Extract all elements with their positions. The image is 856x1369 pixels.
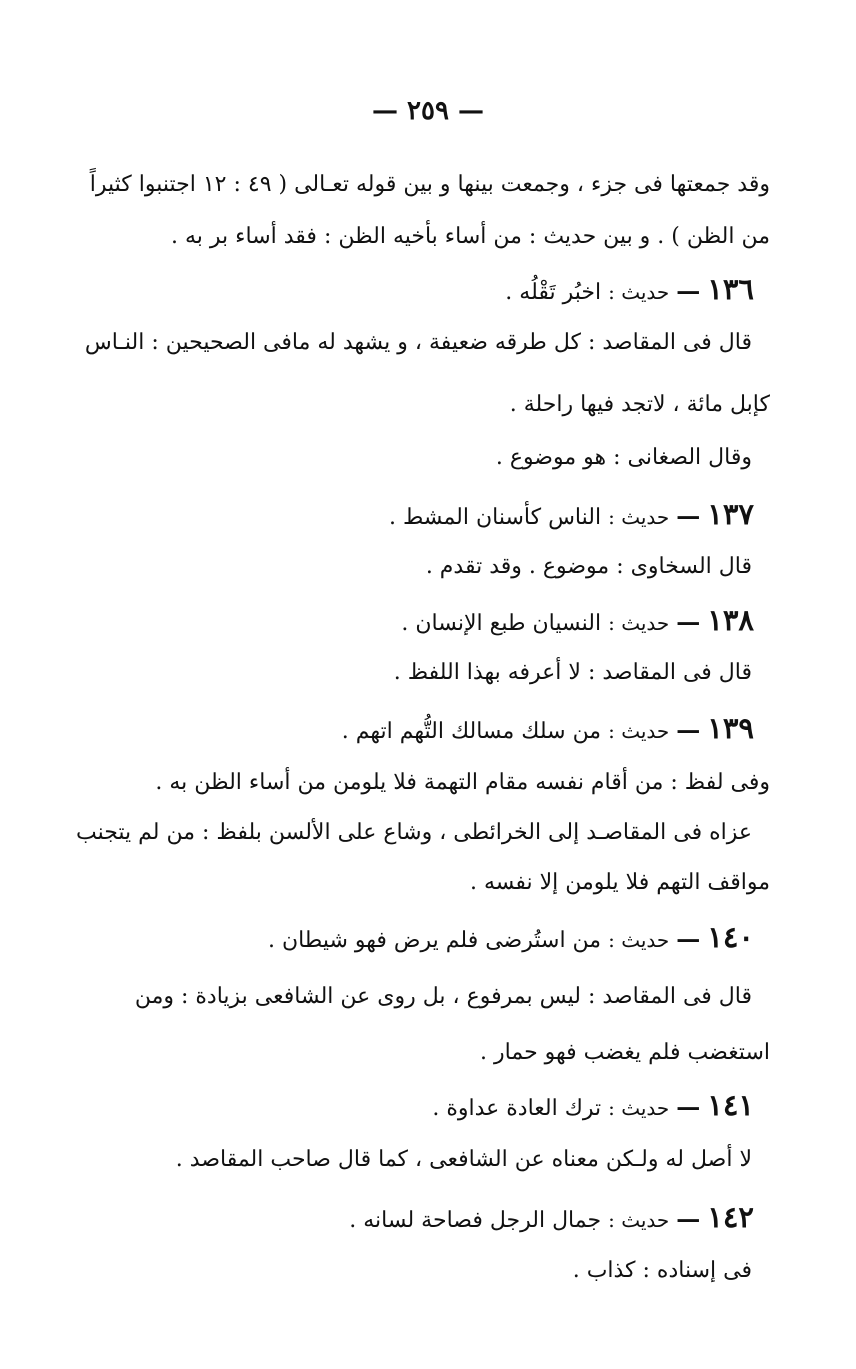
entry-text: ترك العادة عداوة .: [432, 1096, 602, 1121]
entry-number: ١٣٩: [707, 711, 754, 745]
entry-heading: [160, 920, 754, 958]
entry-number: ١٣٧: [707, 497, 754, 531]
comment-line: استغضب فلم يغضب فهو حمار .: [480, 1040, 770, 1065]
entry-heading: [160, 1200, 754, 1238]
entry-keyword: حديث :: [608, 928, 670, 952]
comment-line: كإبل مائة ، لاتجد فيها راحلة .: [509, 392, 770, 417]
entry-number: ١٣٦: [707, 272, 754, 306]
comment-line: لا أصل له ولـكن معناه عن الشافعى ، كما قال صاحب المقاصد .: [175, 1147, 752, 1172]
entry-dash: —: [676, 1092, 701, 1121]
comment-line: فى إسناده : كذاب .: [572, 1258, 752, 1283]
entry-dash: —: [676, 924, 701, 953]
entry-number: ١٤١: [707, 1088, 754, 1122]
comment-line: وفى لفظ : من أقام نفسه مقام التهمة فلا يلومن من أساء الظن به .: [155, 770, 770, 795]
comment-line: قال فى المقاصد : ليس بمرفوع ، بل روى عن الشافعى بزيادة : ومن: [134, 984, 752, 1009]
intro-line-1: وقد جمعتها فى جزء ، وجمعت بينها و بين قوله تعـالى ( ٤٩ : ١٢ اجتنبوا كثيراً: [89, 172, 770, 197]
entry-text: الناس كأسنان المشط .: [388, 505, 602, 530]
comment-line: عزاه فى المقاصـد إلى الخرائطى ، وشاع على الألسن بلفظ : من لم يتجنب: [75, 820, 752, 845]
intro-line-2: من الظن ) . و بين حديث : من أساء بأخيه الظن : فقد أساء بر به .: [171, 224, 770, 249]
entry-text: من استُرضى فلم يرض فهو شيطان .: [267, 928, 602, 953]
entry-number: ١٣٨: [707, 603, 754, 637]
entry-dash: —: [676, 607, 701, 636]
comment-line: وقال الصغانى : هو موضوع .: [495, 445, 752, 470]
entry-dash: —: [676, 501, 701, 530]
page-number: — ٢٥٩ —: [371, 96, 485, 126]
entry-heading: [160, 1088, 754, 1126]
entry-dash: —: [676, 276, 701, 305]
entry-heading: [160, 711, 754, 749]
comment-line: مواقف التهم فلا يلومن إلا نفسه .: [469, 870, 770, 895]
comment-line: قال فى المقاصد : كل طرقه ضعيفة ، و يشهد له مافى الصحيحين : النـاس: [84, 330, 752, 355]
entry-keyword: حديث :: [608, 1208, 670, 1232]
entry-number: ١٤٢: [707, 1200, 754, 1234]
entry-keyword: حديث :: [608, 611, 670, 635]
entry-text: النسيان طبع الإنسان .: [401, 611, 602, 636]
entry-keyword: حديث :: [608, 1096, 670, 1120]
entry-heading: [160, 272, 754, 310]
entry-keyword: حديث :: [608, 719, 670, 743]
entry-text: جمال الرجل فصاحة لسانه .: [349, 1208, 602, 1233]
entry-dash: —: [676, 715, 701, 744]
entry-heading: [160, 497, 754, 535]
entry-keyword: حديث :: [608, 280, 670, 304]
entry-text: اخبُر تَقْلُه .: [505, 280, 602, 305]
comment-line: قال فى المقاصد : لا أعرفه بهذا اللفظ .: [393, 660, 752, 685]
entry-keyword: حديث :: [608, 505, 670, 529]
entry-heading: [160, 603, 754, 641]
entry-text: من سلك مسالك التُّهم اتهم .: [341, 719, 602, 744]
comment-line: قال السخاوى : موضوع . وقد تقدم .: [425, 554, 752, 579]
entry-dash: —: [676, 1204, 701, 1233]
entry-number: ١٤٠: [707, 920, 754, 954]
